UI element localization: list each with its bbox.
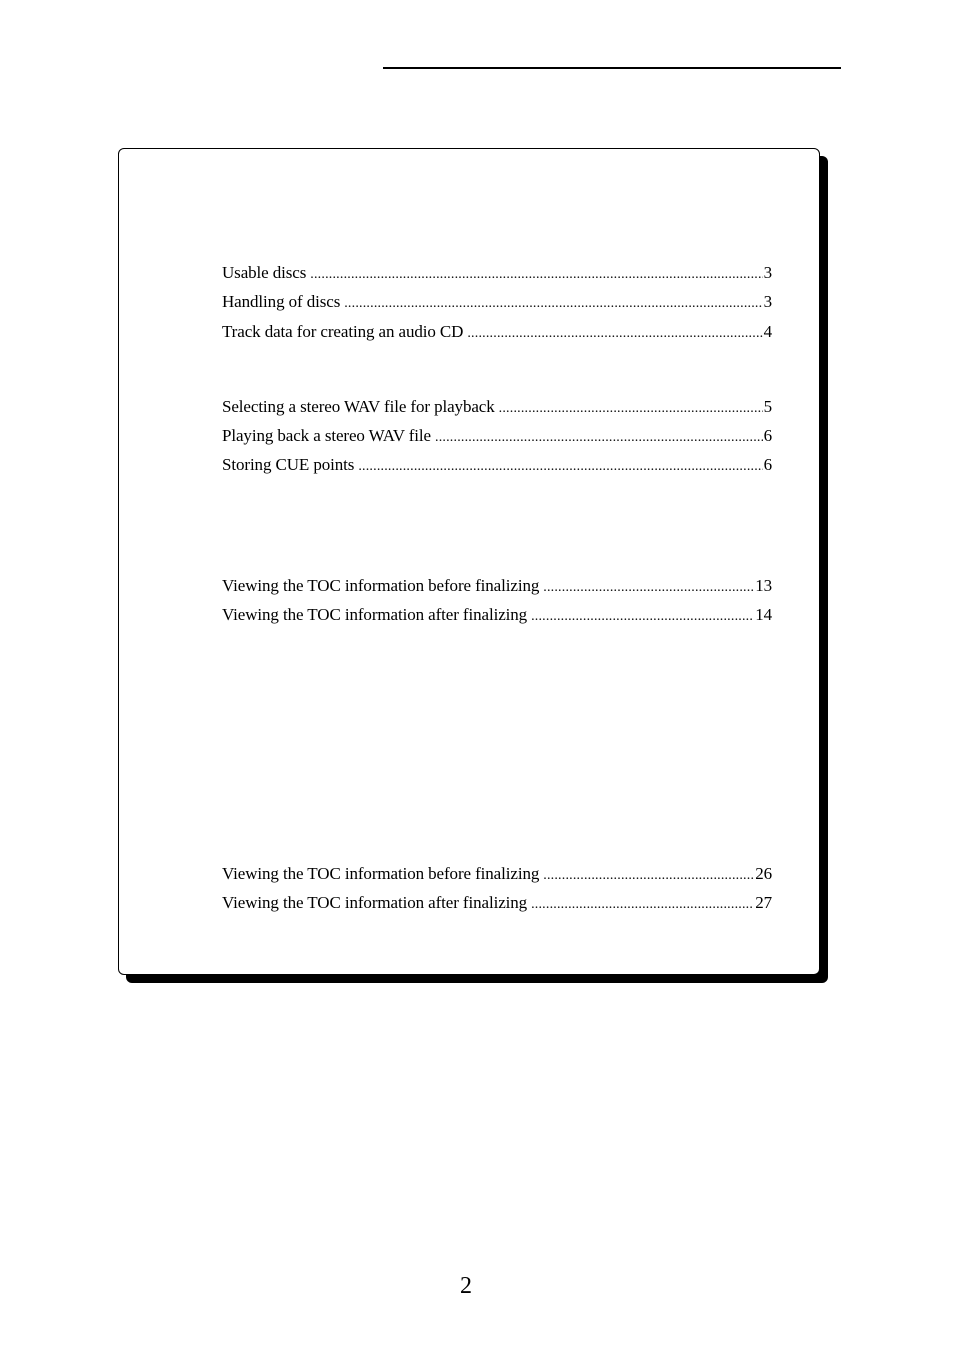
toc-entry-title: Usable discs xyxy=(222,263,307,282)
toc-entry-title: Playing back a stereo WAV file xyxy=(222,426,431,445)
toc-entry-page: 6 xyxy=(763,455,772,474)
toc-entry-title: Viewing the TOC information before finalizing xyxy=(222,864,540,883)
toc-entry-storing-cue[interactable] xyxy=(222,453,772,477)
toc-entry-usable-discs[interactable] xyxy=(222,261,772,285)
toc-entry-title: Viewing the TOC information after finalizing xyxy=(222,893,528,912)
header-rule xyxy=(383,67,841,69)
toc-entry-toc-before-finalizing[interactable] xyxy=(222,574,772,598)
toc-leader-dots xyxy=(543,576,754,600)
toc-entry-title: Selecting a stereo WAV file for playback xyxy=(222,397,495,416)
toc-entry-page: 4 xyxy=(763,322,772,341)
toc-entry-toc-after-finalizing[interactable] xyxy=(222,603,772,627)
toc-leader-dots xyxy=(467,322,762,346)
toc-entry-page: 5 xyxy=(763,397,772,416)
toc-entry-title: Handling of discs xyxy=(222,292,341,311)
toc-entry-page: 14 xyxy=(755,605,772,624)
toc-entry-title: Storing CUE points xyxy=(222,455,355,474)
toc-entry-page: 3 xyxy=(763,292,772,311)
toc-entry-selecting-wav[interactable] xyxy=(222,395,772,419)
toc-entry-title: Viewing the TOC information after finalizing xyxy=(222,605,528,624)
toc-entry-toc-after-finalizing-2[interactable] xyxy=(222,891,772,915)
toc-leader-dots xyxy=(531,605,754,629)
toc-leader-dots xyxy=(344,292,762,316)
page-number: 2 xyxy=(460,1273,472,1299)
toc-entry-title: Track data for creating an audio CD xyxy=(222,322,464,341)
toc-leader-dots xyxy=(499,397,763,421)
toc-entry-handling-of-discs[interactable] xyxy=(222,290,772,314)
toc-entry-page: 13 xyxy=(755,576,772,595)
toc-entry-page: 6 xyxy=(763,426,772,445)
toc-leader-dots xyxy=(543,864,754,888)
toc-leader-dots xyxy=(310,263,762,287)
toc-entry-page: 27 xyxy=(755,893,772,912)
toc-entry-track-data[interactable] xyxy=(222,320,772,344)
toc-entry-page: 26 xyxy=(755,864,772,883)
toc-entry-title: Viewing the TOC information before finalizing xyxy=(222,576,540,595)
toc-leader-dots xyxy=(531,893,754,917)
toc-leader-dots xyxy=(435,426,763,450)
toc-entry-playing-wav[interactable] xyxy=(222,424,772,448)
toc-entry-page: 3 xyxy=(763,263,772,282)
toc-entry-toc-before-finalizing-2[interactable] xyxy=(222,862,772,886)
toc-leader-dots xyxy=(358,455,762,479)
